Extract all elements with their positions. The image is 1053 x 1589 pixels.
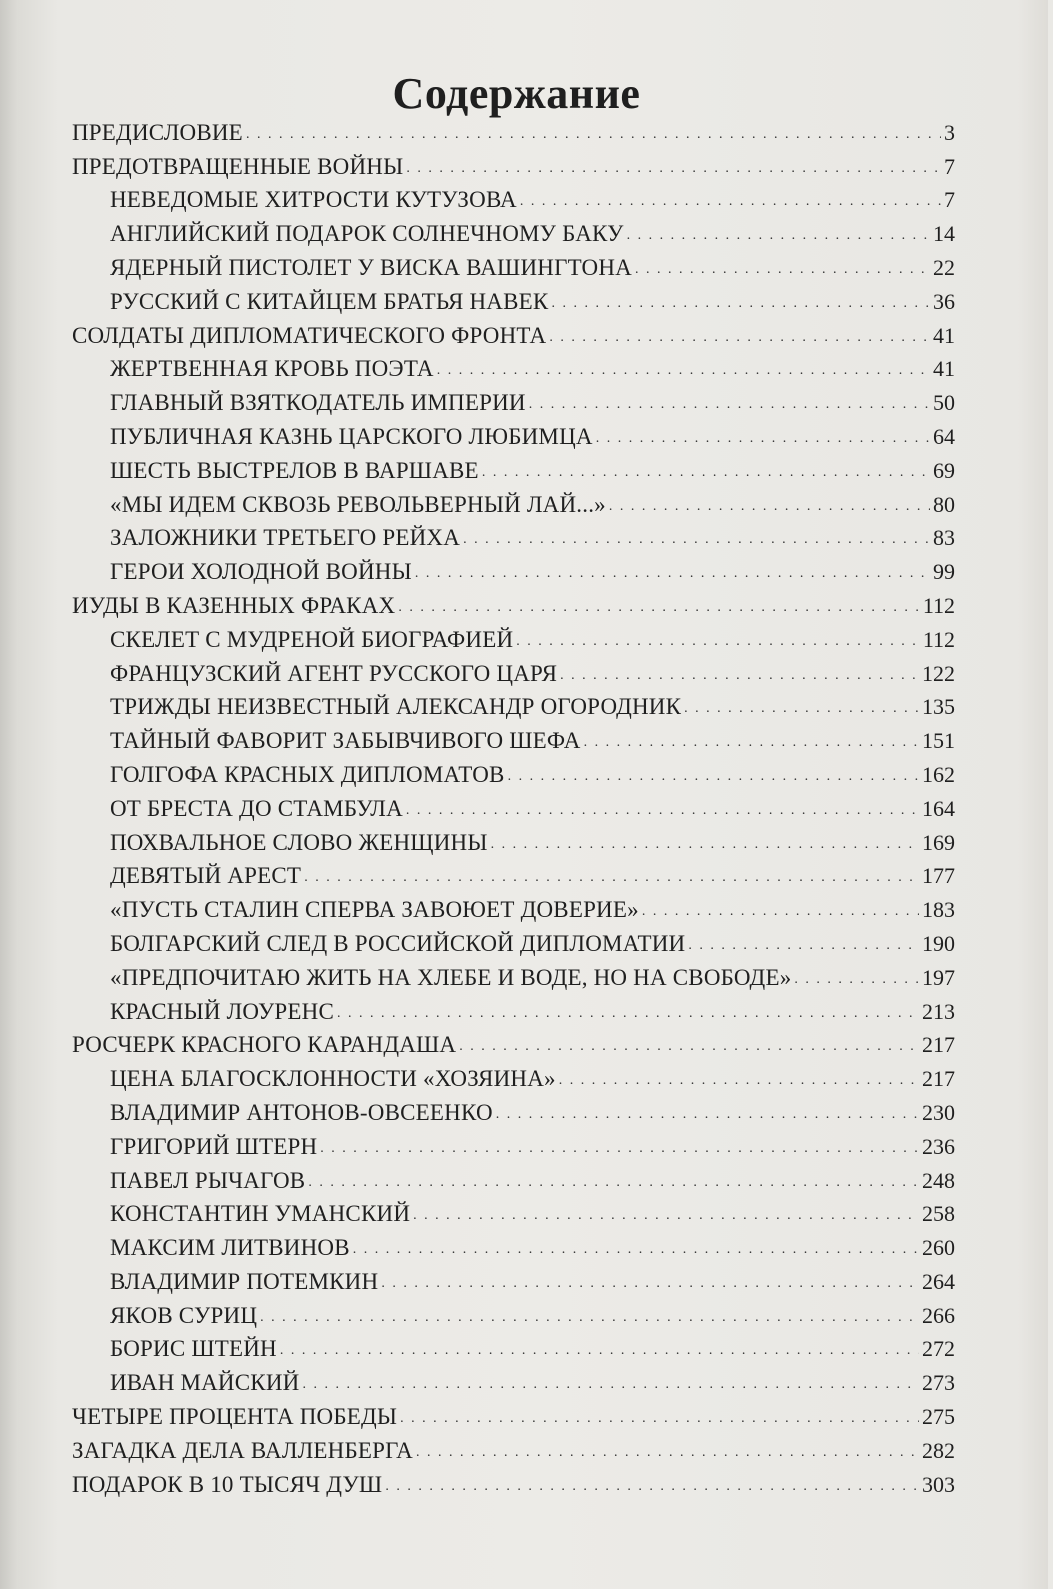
toc-page-number: 266 bbox=[922, 1302, 955, 1328]
toc-entry-title: АНГЛИЙСКИЙ ПОДАРОК СОЛНЕЧНОМУ БАКУ bbox=[110, 221, 624, 247]
toc-entry-title: ПРЕДИСЛОВИЕ bbox=[72, 119, 243, 145]
toc-chapter-entry bbox=[0, 656, 1053, 690]
toc-page-number: 213 bbox=[922, 998, 955, 1024]
toc-chapter-entry bbox=[0, 825, 1053, 859]
toc-section-entry bbox=[0, 115, 1053, 149]
dot-leader bbox=[337, 1007, 919, 1025]
toc-entry-title: «ПРЕДПОЧИТАЮ ЖИТЬ НА ХЛЕБЕ И ВОДЕ, НО НА СВОБОДЕ» bbox=[110, 964, 792, 990]
toc-chapter-entry bbox=[0, 216, 1053, 250]
toc-chapter-entry bbox=[0, 892, 1053, 926]
toc-entry-title: «ПУСТЬ СТАЛИН СПЕРВА ЗАВОЮЕТ ДОВЕРИЕ» bbox=[110, 897, 639, 923]
toc-page-number: 22 bbox=[933, 254, 955, 280]
dot-leader bbox=[529, 398, 930, 416]
dot-leader bbox=[302, 1378, 919, 1396]
dot-leader bbox=[688, 939, 919, 957]
toc-entry-title: КОНСТАНТИН УМАНСКИЙ bbox=[110, 1201, 411, 1227]
toc-entry-title: ФРАНЦУЗСКИЙ АГЕНТ РУССКОГО ЦАРЯ bbox=[110, 660, 558, 686]
toc-page-number: 197 bbox=[922, 964, 955, 990]
toc-chapter-entry bbox=[0, 250, 1053, 284]
dot-leader bbox=[642, 905, 919, 923]
toc-entry-title: БОРИС ШТЕЙН bbox=[110, 1336, 277, 1362]
toc-chapter-entry bbox=[0, 1163, 1053, 1197]
toc-page-number: 258 bbox=[922, 1201, 955, 1227]
toc-page-number: 190 bbox=[922, 930, 955, 956]
toc-entry-title: ОТ БРЕСТА ДО СТАМБУЛА bbox=[110, 795, 403, 821]
toc-chapter-entry bbox=[0, 960, 1053, 994]
toc-page-number: 273 bbox=[922, 1370, 955, 1396]
toc-page-number: 7 bbox=[944, 153, 955, 179]
toc-entry-title: РОСЧЕРК КРАСНОГО КАРАНДАША bbox=[72, 1032, 457, 1058]
dot-leader bbox=[459, 1040, 919, 1058]
toc-chapter-entry bbox=[0, 1365, 1053, 1399]
dot-leader bbox=[406, 804, 919, 822]
dot-leader bbox=[398, 601, 919, 619]
toc-entry-title: КРАСНЫЙ ЛОУРЕНС bbox=[110, 998, 335, 1024]
toc-chapter-entry bbox=[0, 757, 1053, 791]
dot-leader bbox=[280, 1344, 919, 1362]
dot-leader bbox=[560, 669, 919, 687]
toc-page-number: 7 bbox=[944, 187, 955, 213]
dot-leader bbox=[516, 635, 920, 653]
toc-entry-title: СКЕЛЕТ С МУДРЕНОЙ БИОГРАФИЕЙ bbox=[110, 626, 514, 652]
toc-chapter-entry bbox=[0, 1095, 1053, 1129]
dot-leader bbox=[463, 533, 930, 551]
dot-leader bbox=[508, 770, 919, 788]
dot-leader bbox=[353, 1243, 919, 1261]
dot-leader bbox=[308, 1176, 919, 1194]
toc-entry-title: СОЛДАТЫ ДИПЛОМАТИЧЕСКОГО ФРОНТА bbox=[72, 322, 547, 348]
toc-entry-title: НЕВЕДОМЫЕ ХИТРОСТИ КУТУЗОВА bbox=[110, 187, 517, 213]
toc-entry-title: ЧЕТЫРЕ ПРОЦЕНТА ПОБЕДЫ bbox=[72, 1404, 398, 1430]
toc-entry-title: «МЫ ИДЕМ СКВОЗЬ РЕВОЛЬВЕРНЫЙ ЛАЙ...» bbox=[110, 491, 606, 517]
toc-page-number: 303 bbox=[922, 1471, 955, 1497]
toc-entry-title: ИУДЫ В КАЗЕННЫХ ФРАКАХ bbox=[72, 592, 396, 618]
toc-entry-title: РУССКИЙ С КИТАЙЦЕМ БРАТЬЯ НАВЕК bbox=[110, 288, 549, 314]
toc-entry-title: МАКСИМ ЛИТВИНОВ bbox=[110, 1235, 350, 1261]
toc-page-number: 112 bbox=[922, 626, 955, 652]
toc-chapter-entry bbox=[0, 1264, 1053, 1298]
dot-leader bbox=[400, 1412, 919, 1430]
dot-leader bbox=[596, 432, 930, 450]
dot-leader bbox=[520, 195, 941, 213]
dot-leader bbox=[609, 500, 930, 518]
dot-leader bbox=[385, 1480, 919, 1498]
toc-chapter-entry bbox=[0, 1129, 1053, 1163]
toc-page-number: 151 bbox=[922, 728, 955, 754]
toc-entry-title: ДЕВЯТЫЙ АРЕСТ bbox=[110, 863, 302, 889]
toc-entry-title: ТРИЖДЫ НЕИЗВЕСТНЫЙ АЛЕКСАНДР ОГОРОДНИК bbox=[110, 694, 682, 720]
toc-entry-title: ЦЕНА БЛАГОСКЛОННОСТИ «ХОЗЯИНА» bbox=[110, 1066, 556, 1092]
toc-entry-title: ГЛАВНЫЙ ВЗЯТКОДАТЕЛЬ ИМПЕРИИ bbox=[110, 390, 526, 416]
toc-entry-title: ГРИГОРИЙ ШТЕРН bbox=[110, 1133, 318, 1159]
toc-page-number: 164 bbox=[922, 795, 955, 821]
toc-chapter-entry bbox=[0, 1298, 1053, 1332]
toc-page-number: 14 bbox=[933, 221, 955, 247]
toc-section-entry bbox=[0, 1399, 1053, 1433]
toc-page-number: 169 bbox=[922, 829, 955, 855]
toc-entry-title: ЖЕРТВЕННАЯ КРОВЬ ПОЭТА bbox=[110, 356, 434, 382]
toc-chapter-entry bbox=[0, 690, 1053, 724]
toc-section-entry bbox=[0, 318, 1053, 352]
toc-section-entry bbox=[0, 588, 1053, 622]
dot-leader bbox=[496, 1108, 919, 1126]
toc-chapter-entry bbox=[0, 183, 1053, 217]
toc-page-number: 217 bbox=[922, 1066, 955, 1092]
toc-page-number: 41 bbox=[933, 322, 955, 348]
toc-entry-title: ГОЛГОФА КРАСНЫХ ДИПЛОМАТОВ bbox=[110, 761, 505, 787]
dot-leader bbox=[549, 331, 930, 349]
toc-page-number: 99 bbox=[933, 559, 955, 585]
toc-page-number: 230 bbox=[922, 1099, 955, 1125]
toc-section-entry bbox=[0, 1028, 1053, 1062]
dot-leader bbox=[635, 263, 930, 281]
toc-page-number: 275 bbox=[922, 1404, 955, 1430]
toc-chapter-entry bbox=[0, 385, 1053, 419]
toc-entry-title: ЯКОВ СУРИЦ bbox=[110, 1302, 258, 1328]
toc-page-number: 3 bbox=[944, 119, 955, 145]
toc-page-number: 282 bbox=[922, 1437, 955, 1463]
toc-chapter-entry bbox=[0, 453, 1053, 487]
toc-entry-title: ПОХВАЛЬНОЕ СЛОВО ЖЕНЩИНЫ bbox=[110, 829, 488, 855]
dot-leader bbox=[584, 736, 919, 754]
dot-leader bbox=[416, 1446, 919, 1464]
toc-page-number: 64 bbox=[933, 423, 955, 449]
toc-page-number: 248 bbox=[922, 1167, 955, 1193]
toc-chapter-entry bbox=[0, 521, 1053, 555]
toc-chapter-entry bbox=[0, 352, 1053, 386]
page-title: Содержание bbox=[392, 69, 641, 118]
toc-chapter-entry bbox=[0, 1230, 1053, 1264]
toc-chapter-entry bbox=[0, 859, 1053, 893]
toc-entry-title: ВЛАДИМИР АНТОНОВ-ОВСЕЕНКО bbox=[110, 1099, 493, 1125]
dot-leader bbox=[491, 838, 919, 856]
toc-page-number: 264 bbox=[922, 1268, 955, 1294]
dot-leader bbox=[415, 567, 930, 585]
toc-chapter-entry bbox=[0, 284, 1053, 318]
dot-leader bbox=[794, 973, 919, 991]
toc-chapter-entry bbox=[0, 1332, 1053, 1366]
toc-page-number: 177 bbox=[922, 863, 955, 889]
toc-chapter-entry bbox=[0, 487, 1053, 521]
dot-leader bbox=[551, 297, 930, 315]
dot-leader bbox=[320, 1142, 919, 1160]
toc-entry-title: ГЕРОИ ХОЛОДНОЙ ВОЙНЫ bbox=[110, 559, 412, 585]
toc-page-number: 112 bbox=[922, 592, 955, 618]
toc-chapter-entry bbox=[0, 1061, 1053, 1095]
toc-page-number: 83 bbox=[933, 525, 955, 551]
dot-leader bbox=[684, 702, 919, 720]
dot-leader bbox=[413, 1209, 919, 1227]
toc-section-entry bbox=[0, 1467, 1053, 1501]
toc-chapter-entry bbox=[0, 791, 1053, 825]
dot-leader bbox=[246, 128, 941, 146]
toc-entry-title: ИВАН МАЙСКИЙ bbox=[110, 1370, 300, 1396]
toc-page-number: 217 bbox=[922, 1032, 955, 1058]
toc-page-number: 36 bbox=[933, 288, 955, 314]
toc-section-entry bbox=[0, 1433, 1053, 1467]
toc-page-number: 272 bbox=[922, 1336, 955, 1362]
toc-entry-title: ЗАЛОЖНИКИ ТРЕТЬЕГО РЕЙХА bbox=[110, 525, 461, 551]
dot-leader bbox=[406, 162, 941, 180]
toc-entry-title: ШЕСТЬ ВЫСТРЕЛОВ В ВАРШАВЕ bbox=[110, 457, 479, 483]
toc-page-number: 162 bbox=[922, 761, 955, 787]
dot-leader bbox=[627, 229, 930, 247]
toc-entry-title: ПРЕДОТВРАЩЕННЫЕ ВОЙНЫ bbox=[72, 153, 404, 179]
toc-entry-title: ТАЙНЫЙ ФАВОРИТ ЗАБЫВЧИВОГО ШЕФА bbox=[110, 728, 581, 754]
toc-chapter-entry bbox=[0, 994, 1053, 1028]
toc-entry-title: ЯДЕРНЫЙ ПИСТОЛЕТ У ВИСКА ВАШИНГТОНА bbox=[110, 254, 632, 280]
toc-chapter-entry bbox=[0, 419, 1053, 453]
toc-page-number: 236 bbox=[922, 1133, 955, 1159]
toc-entry-title: ВЛАДИМИР ПОТЕМКИН bbox=[110, 1268, 379, 1294]
toc-entry-title: ПОДАРОК В 10 ТЫСЯЧ ДУШ bbox=[72, 1471, 383, 1497]
toc-chapter-entry bbox=[0, 926, 1053, 960]
dot-leader bbox=[260, 1311, 919, 1329]
toc-chapter-entry bbox=[0, 622, 1053, 656]
toc-entry-title: БОЛГАРСКИЙ СЛЕД В РОССИЙСКОЙ ДИПЛОМАТИИ bbox=[110, 930, 686, 956]
dot-leader bbox=[559, 1074, 919, 1092]
dot-leader bbox=[381, 1277, 919, 1295]
toc-page-number: 260 bbox=[922, 1235, 955, 1261]
toc-page-number: 135 bbox=[922, 694, 955, 720]
toc-page-number: 69 bbox=[933, 457, 955, 483]
toc-page-number: 122 bbox=[922, 660, 955, 686]
dot-leader bbox=[482, 466, 930, 484]
toc-entry-title: ПУБЛИЧНАЯ КАЗНЬ ЦАРСКОГО ЛЮБИМЦА bbox=[110, 423, 593, 449]
toc-section-entry bbox=[0, 149, 1053, 183]
toc-chapter-entry bbox=[0, 723, 1053, 757]
dot-leader bbox=[437, 364, 930, 382]
dot-leader bbox=[304, 871, 919, 889]
toc-page-number: 50 bbox=[933, 390, 955, 416]
toc-chapter-entry bbox=[0, 1197, 1053, 1231]
toc-chapter-entry bbox=[0, 554, 1053, 588]
toc-page-number: 183 bbox=[922, 897, 955, 923]
toc-page-number: 41 bbox=[933, 356, 955, 382]
table-of-contents bbox=[0, 115, 1053, 1501]
toc-page-number: 80 bbox=[933, 491, 955, 517]
toc-entry-title: ПАВЕЛ РЫЧАГОВ bbox=[110, 1167, 306, 1193]
toc-entry-title: ЗАГАДКА ДЕЛА ВАЛЛЕНБЕРГА bbox=[72, 1437, 413, 1463]
